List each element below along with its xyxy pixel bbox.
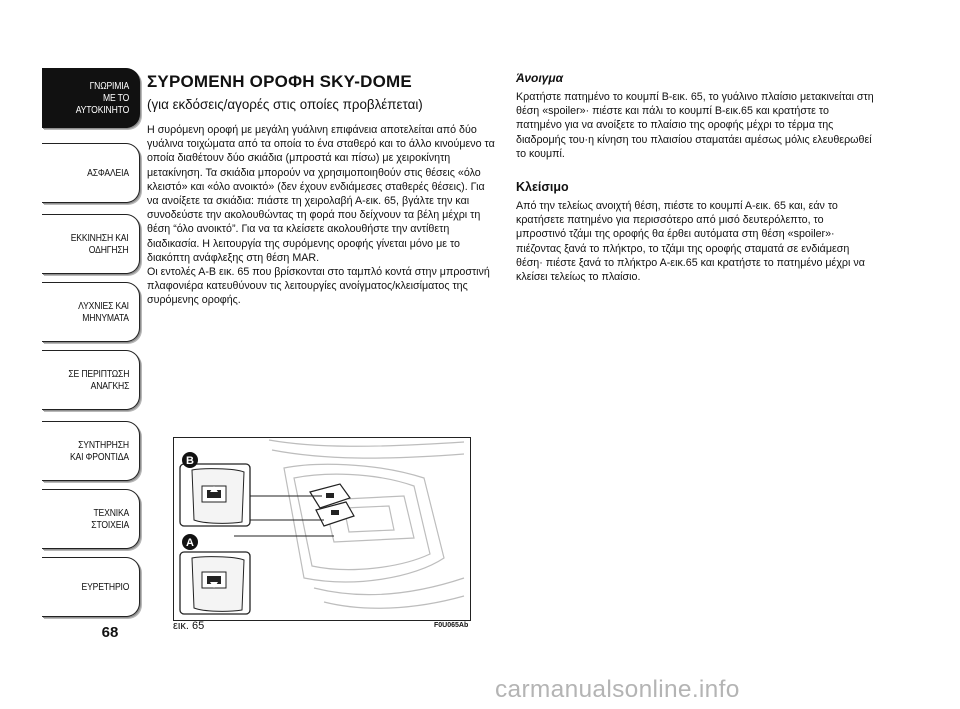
opening-heading: Άνοιγμα (516, 71, 564, 85)
watermark: carmanualsonline.info (495, 676, 740, 703)
tab-label: ΤΕΧΝΙΚΑ ΣΤΟΙΧΕΙΑ (91, 507, 129, 531)
tab-label: ΛΥΧΝΙΕΣ ΚΑΙ ΜΗΝΥΜΑΤΑ (78, 300, 129, 324)
tab-starting-driving[interactable] (42, 214, 140, 274)
tab-safety[interactable] (42, 143, 140, 203)
tab-maintenance[interactable] (42, 421, 140, 481)
opening-paragraph: Κρατήστε πατημένο το κουμπί Β-εικ. 65, το γυάλινο πλαίσιο μετακινείται στη θέση «spoiler»· πιέστε και πάλι το κουμπί Β-εικ.65 και κρατήστε το πατημένο για να ανοίξετε το πλαίσιο της οροφής μέχρι το τέρμα της διαδρομής του·η κίνηση του πλαισίου σταματάει αμέσως μόλις ελευθερωθεί το κουμπί. (516, 91, 874, 160)
tab-index[interactable] (42, 557, 140, 617)
right-column (516, 71, 876, 284)
tab-label: ΣΥΝΤΗΡΗΣΗ ΚΑΙ ΦΡΟΝΤΙΔΑ (70, 439, 129, 463)
left-column (147, 72, 495, 308)
tab-label: ΑΣΦΑΛΕΙΑ (87, 167, 129, 179)
closing-heading: Κλείσιμο (516, 180, 569, 195)
tab-label: ΣΕ ΠΕΡΙΠΤΩΣΗ ΑΝΑΓΚΗΣ (68, 368, 129, 392)
figure-65 (173, 437, 471, 621)
roof-controls-illustration (174, 438, 470, 620)
tab-emergency[interactable] (42, 350, 140, 410)
tab-label: ΓΝΩΡΙΜΙΑ ΜΕ ΤΟ ΑΥΤΟΚΙΝΗΤΟ (75, 80, 129, 116)
tab-label: ΕΚΚΙΝΗΣΗ ΚΑΙ ΟΔΗΓΗΣΗ (71, 232, 129, 256)
intro-paragraph: Η συρόμενη οροφή με μεγάλη γυάλινη επιφάνεια αποτελείται από δύο γυάλινα τοιχώματα από τα οποία το ένα σταθερό και το άλλο κινούμενο τα οποία διαθέτουν δύο σκιάδια (μπροστά και πίσω) με χειροκίνητη μετακίνηση. Τα σκιάδια μπορούν να χρησιμοποιηθούν στις θέσεις «όλο κλειστό» και «όλο ανοικτό» (δεν έχουν ενδιάμεσες σταθερές θέσεις). Για να ανοίξετε τα σκιάδια: πιάστε τη χειρολαβή Α-εικ. 65, βγάλτε την και συνοδεύστε την ακολουθώντας τη φορά που δείχνουν τα βέλη μέχρι τη θέση “όλο ανοικτό”. Για να τα κλείσετε ακολουθήστε την αντίθετη διαδικασία. Η λειτουργία της συρόμενης οροφής γίνεται μόνο με το διακόπτη ανάφλεξης στη θέση MAR. (147, 124, 495, 264)
tab-lights-messages[interactable] (42, 282, 140, 342)
tab-getting-to-know-car[interactable] (42, 68, 140, 128)
page-title: ΣΥΡΟΜΕΝΗ ΟΡΟΦΗ SKY-DOME (147, 72, 412, 91)
callout-b-label: B (186, 455, 194, 467)
page-subtitle: (για εκδόσεις/αγορές στις οποίες προβλέπεται) (147, 97, 423, 112)
controls-paragraph: Οι εντολές Α-Β εικ. 65 που βρίσκονται στο ταμπλό κοντά στην μπροστινή πλαφονιέρα κατευθύνουν τις λειτουργίες ανοίγματος/κλεισίματος της συρόμενης οροφής. (147, 266, 490, 307)
closing-paragraph: Από την τελείως ανοιχτή θέση, πιέστε το κουμπί Α-εικ. 65 και, εάν το κρατήσετε πατημένο για περισσότερο από μισό δευτερόλεπτο, το μπροστινό τζάμι της οροφής θα έρθει αυτόματα στη θέση «spoiler»· πιέζοντας ξανά το πλήκτρο, το τζάμι της οροφής σταματά σε ενδιάμεση θέση· πιέστε ξανά το πλήκτρο Α-εικ.65 και κρατήστε το πατημένο μέχρι να κλείσει τελείως το πλαίσιο. (516, 200, 865, 284)
tab-label: ΕΥΡΕΤΗΡΙΟ (81, 581, 129, 593)
tab-technical-data[interactable] (42, 489, 140, 549)
page-number: 68 (101, 624, 119, 641)
callout-a-label: A (186, 537, 194, 549)
figure-code: F0U065Ab (434, 622, 469, 629)
figure-caption: εικ. 65 (173, 620, 205, 632)
